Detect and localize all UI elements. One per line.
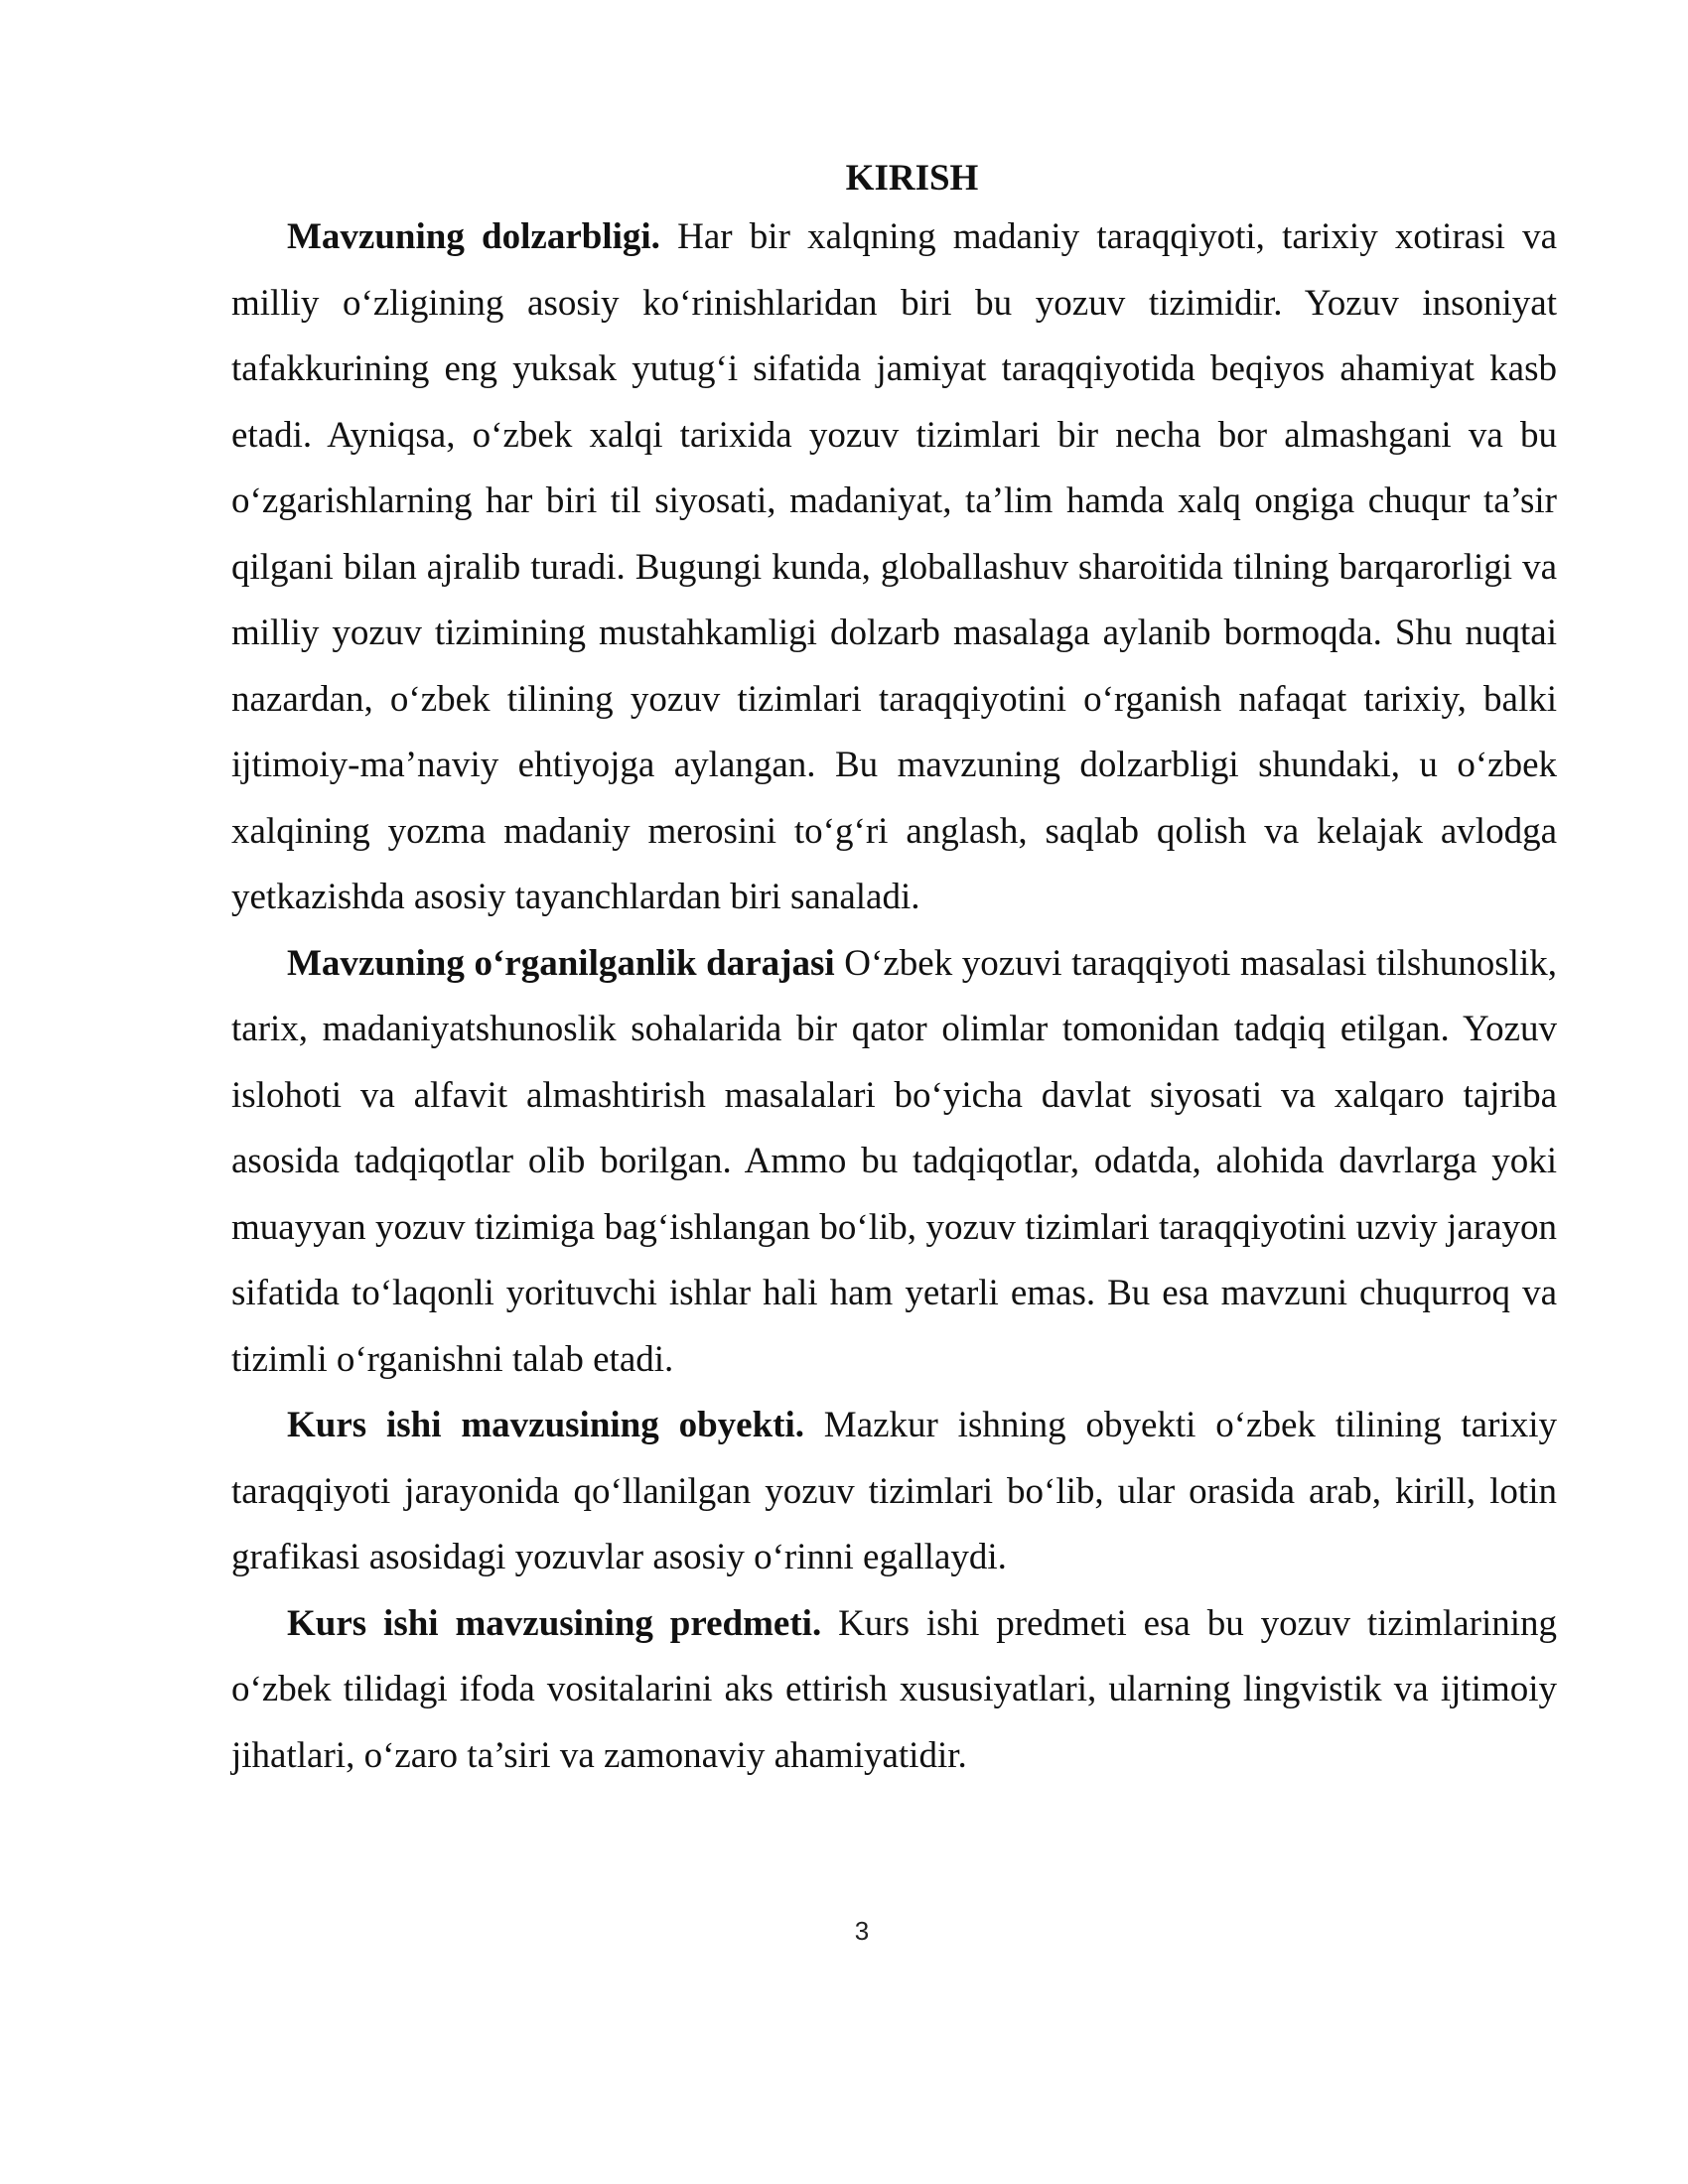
paragraph-text: O‘zbek yozuvi taraqqiyoti masalasi tilshunoslik, tarix, madaniyatshunoslik sohalarida bir qator olimlar tomonidan tadqiq etilgan. Yozuv islohoti va alfavit almashtirish masalalari bo‘yicha davlat siyosati va xalqaro tajriba asosida tadqiqotlar olib borilgan. Ammo bu tadqiqotlar, odatda, alohida davrlarga yoki muayyan yozuv tizimiga bag‘ishlangan bo‘lib, yozuv tizimlari taraqqiyotini uzviy jarayon sifatida to‘laqonli yorituvchi ishlar hali ham yetarli emas. Bu esa mavzuni chuqurroq va tizimli o‘rganishni talab etadi. bbox=[231, 942, 1557, 1380]
page-content bbox=[231, 154, 1557, 1789]
paragraph-text: Har bir xalqning madaniy taraqqiyoti, tarixiy xotirasi va milliy o‘zligining asosiy ko‘rinishlaridan biri bu yozuv tizimidir. Yozuv insoniyat tafakkurining eng yuksak yutug‘i sifatida jamiyat taraqqiyotida beqiyos ahamiyat kasb etadi. Ayniqsa, o‘zbek xalqi tarixida yozuv tizimlari bir necha bor almashgani va bu o‘zgarishlarning har biri til siyosati, madaniyat, ta’lim hamda xalq ongiga chuqur ta’sir qilgani bilan ajralib turadi. Bugungi kunda, globallashuv sharoitida tilning barqarorligi va milliy yozuv tizimining mustahkamligi dolzarb masalaga aylanib bormoqda. Shu nuqtai nazardan, o‘zbek tilining yozuv tizimlari taraqqiyotini o‘rganish nafaqat tarixiy, balki ijtimoiy-ma’naviy ehtiyojga aylangan. Bu mavzuning dolzarbligi shundaki, u o‘zbek xalqining yozma madaniy merosini to‘g‘ri anglash, saqlab qolish va kelajak avlodga yetkazishda asosiy tayanchlardan biri sanaladi. bbox=[231, 216, 1557, 917]
paragraph-text: Kurs ishi predmeti esa bu yozuv tizimlarining o‘zbek tilidagi ifoda vositalarini aks ettirish xususiyatlari, ularning lingvistik va ijtimoiy jihatlari, o‘zaro ta’siri va zamonaviy ahamiyatidir. bbox=[231, 1602, 1558, 1776]
paragraph-organilganlik bbox=[231, 931, 1557, 1394]
page-title: KIRISH bbox=[845, 158, 979, 199]
paragraph-lead: Mavzuning dolzarbligi. bbox=[287, 216, 660, 257]
paragraph-lead: Kurs ishi mavzusining predmeti. bbox=[287, 1602, 822, 1644]
paragraph-lead: Mavzuning o‘rganilganlik darajasi bbox=[287, 942, 835, 984]
paragraph-predmet bbox=[231, 1591, 1557, 1790]
paragraph-dolzarblik bbox=[231, 205, 1557, 931]
page-number: 3 bbox=[854, 1916, 870, 1946]
paragraph-text: Mazkur ishning obyekti o‘zbek tilining tarixiy taraqqiyoti jarayonida qo‘llanilgan yozuv tizimlari bo‘lib, ular orasida arab, kirill, lotin grafikasi asosidagi yozuvlar asosiy o‘rinni egallaydi. bbox=[231, 1405, 1557, 1577]
paragraph-obyekt bbox=[231, 1393, 1557, 1591]
paragraph-lead: Kurs ishi mavzusining obyekti. bbox=[287, 1405, 804, 1445]
